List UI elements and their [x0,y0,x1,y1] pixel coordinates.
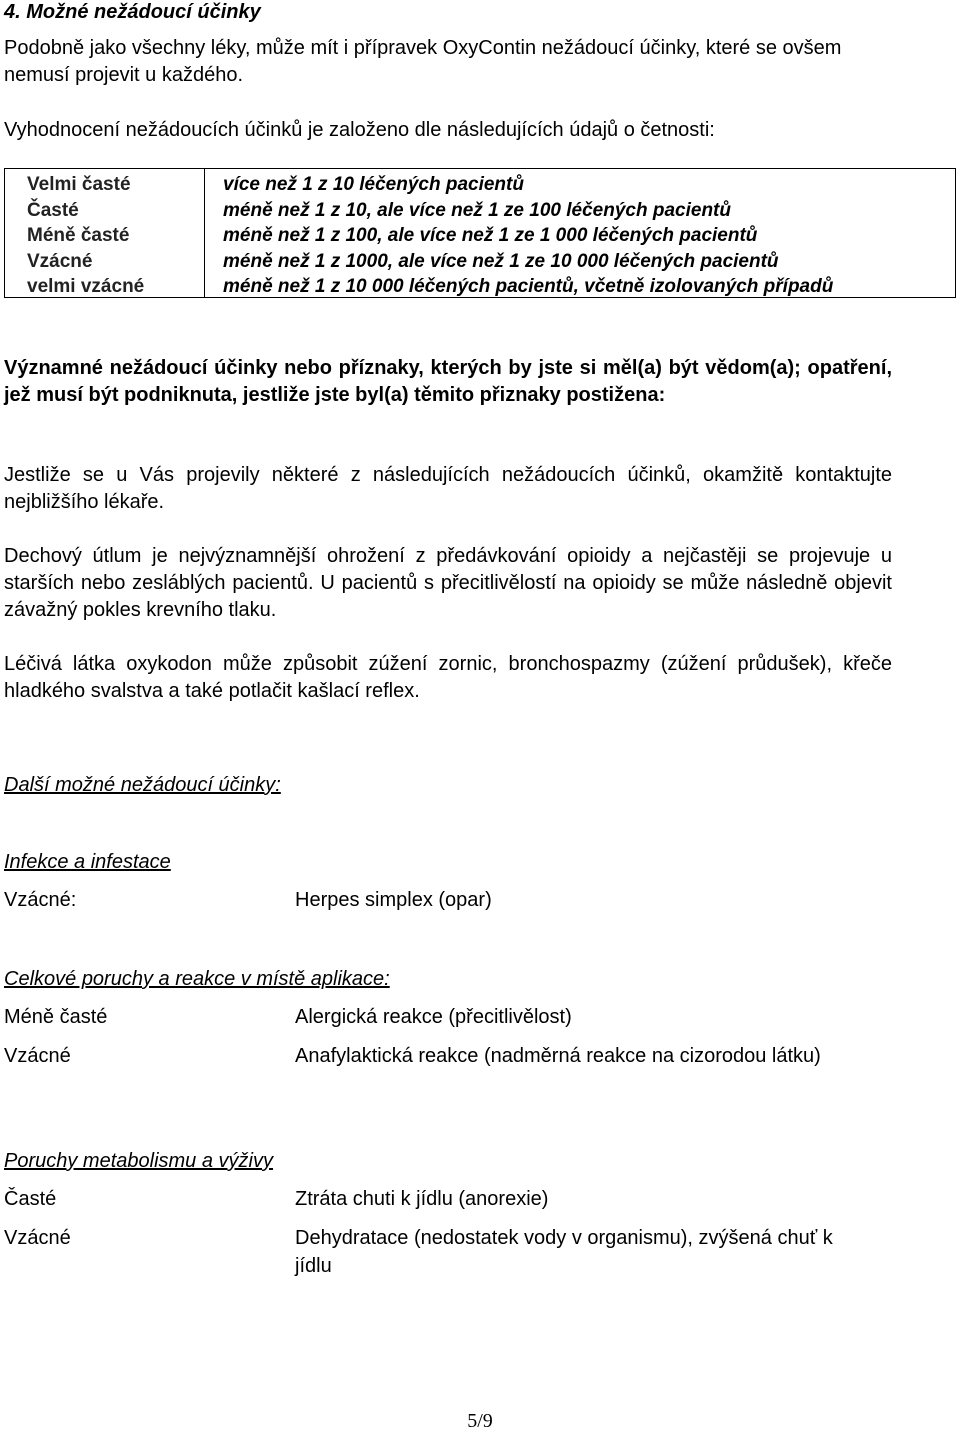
effect-description: Alergická reakce (přecitlivělost) [295,1006,572,1028]
frequency-definition: méně než 1 z 10, ale více než 1 ze 100 léčených pacientů [223,199,731,221]
contact-doctor-paragraph: Jestliže se u Vás projevily některé z následujících nežádoucích účinků, okamžitě kontaktujte nejbližšího lékaře. [4,464,892,513]
frequency-term: Vzácné [27,250,93,272]
effect-description: Ztráta chuti k jídlu (anorexie) [295,1188,549,1210]
other-effects-heading: Další možné nežádoucí účinky: [4,774,281,796]
effect-frequency: Vzácné: [4,889,77,911]
effect-description: Anafylaktická reakce (nadměrná reakce na cizorodou látku) [295,1045,821,1067]
frequency-definition: méně než 1 z 1000, ale více než 1 ze 10 000 léčených pacientů [223,250,779,272]
frequency-table [4,168,956,298]
significant-effects-heading: Významné nežádoucí účinky nebo příznaky, kterých by jste si měl(a) být vědom(a); opatření, jež musí být podniknuta, jestliže jste byl(a) těmito přiznaky postižena: [4,357,892,406]
adverse-effect-row [4,1224,956,1284]
general-disorders-heading: Celkové poruchy a reakce v místě aplikace: [4,968,390,990]
effect-description: Herpes simplex (opar) [295,889,492,911]
frequency-term: Časté [27,199,79,221]
intro-paragraph: Podobně jako všechny léky, může mít i přípravek OxyContin nežádoucí účinky, které se ovšem nemusí projevit u každého. [4,37,842,86]
metabolism-heading: Poruchy metabolismu a výživy [4,1150,273,1172]
adverse-effect-row [4,886,956,916]
adverse-effect-row [4,1003,956,1033]
oxycodone-paragraph: Léčivá látka oxykodon může způsobit zúžení zornic, bronchospazmy (zúžení průdušek), křeče hladkého svalstva a také potlačit kašlací reflex. [4,653,892,702]
adverse-effect-row [4,1042,956,1102]
adverse-effect-row [4,1185,956,1215]
frequency-definition: více než 1 z 10 léčených pacientů [223,174,524,195]
effect-description: Dehydratace (nedostatek vody v organismu), zvýšená chuť k jídlu [295,1227,833,1277]
infections-heading: Infekce a infestace [4,851,171,873]
respiratory-depression-paragraph: Dechový útlum je nejvýznamnější ohrožení z předávkování opioidy a nejčastěji se projevuje u starších nebo zesláblých pacientů. U pacientů s přecitlivělostí na opioidy se může následně objevit závažný pokles krevního tlaku. [4,545,892,621]
frequency-definition: méně než 1 z 100, ale více než 1 ze 1 000 léčených pacientů [223,225,758,247]
effect-frequency: Vzácné [4,1227,71,1249]
effect-frequency: Vzácné [4,1045,71,1067]
frequency-definitions-column [205,169,955,297]
effect-frequency: Méně časté [4,1006,108,1028]
effect-frequency: Časté [4,1188,57,1210]
section-heading: 4. Možné nežádoucí účinky [4,1,261,23]
frequency-term: Méně časté [27,225,130,247]
page-number: 5/9 [467,1410,493,1432]
frequency-definition: méně než 1 z 10 000 léčených pacientů, včetně izolovaných případů [223,276,834,298]
frequency-intro: Vyhodnocení nežádoucích účinků je založeno dle následujících údajů o četnosti: [4,119,715,141]
frequency-term: velmi vzácné [27,276,145,298]
frequency-terms-column [5,169,205,297]
frequency-term: Velmi časté [27,174,131,195]
